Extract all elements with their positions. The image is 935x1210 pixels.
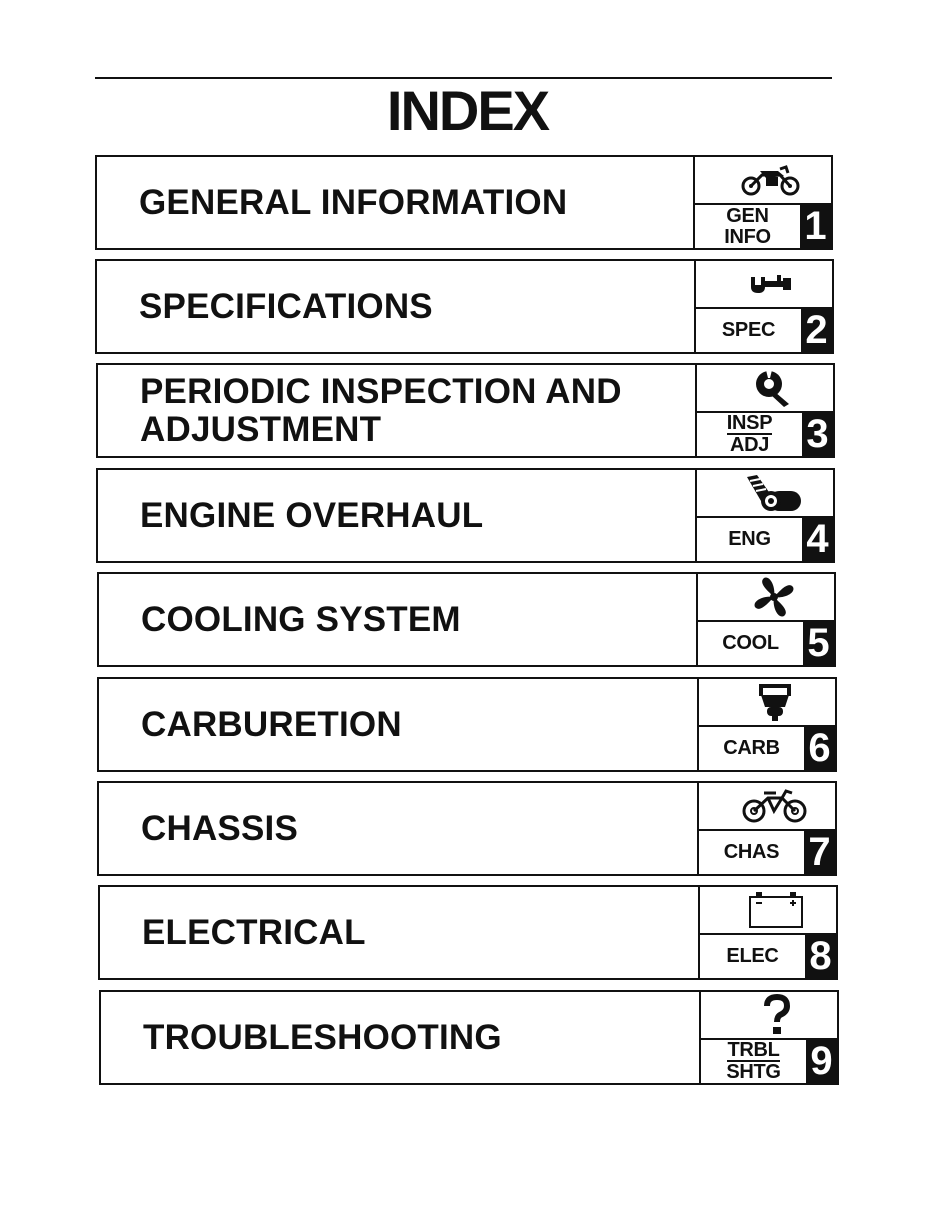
index-row-electrical[interactable]: [98, 885, 838, 980]
section-abbr: INSP ADJ: [726, 411, 773, 456]
section-tab[interactable]: [695, 470, 833, 561]
index-row-periodic-inspection[interactable]: [96, 363, 835, 458]
section-tab[interactable]: [693, 157, 831, 248]
section-title: SPECIFICATIONS: [139, 286, 433, 326]
fan-icon: [698, 574, 834, 620]
section-abbr: CHAS: [723, 841, 780, 863]
section-title: ELECTRICAL: [142, 912, 366, 952]
section-number: 6: [804, 727, 835, 770]
section-number: 8: [805, 935, 836, 978]
section-abbr: ELEC: [726, 945, 779, 967]
index-row-cooling-system[interactable]: [97, 572, 836, 667]
page-title: INDEX: [386, 79, 549, 142]
spanner-icon: [697, 365, 833, 411]
section-number: 2: [801, 309, 832, 352]
wrench-icon: [696, 261, 832, 307]
carburetor-icon: [699, 679, 835, 725]
section-tab[interactable]: [697, 783, 835, 874]
section-number: 4: [802, 518, 833, 561]
section-title: ENGINE OVERHAUL: [140, 495, 484, 535]
section-abbr: ENG: [728, 528, 771, 550]
section-number: 3: [802, 413, 833, 456]
section-tab[interactable]: [699, 992, 837, 1083]
section-abbr: SPEC: [721, 319, 776, 341]
section-number: 9: [806, 1040, 837, 1083]
engine-icon: [697, 470, 833, 516]
index-row-carburetion[interactable]: [97, 677, 837, 772]
index-row-engine-overhaul[interactable]: [96, 468, 835, 563]
section-number: 5: [803, 622, 834, 665]
chassis-icon: [699, 783, 835, 829]
index-row-specifications[interactable]: [95, 259, 834, 354]
section-number: 7: [804, 831, 835, 874]
index-row-troubleshooting[interactable]: [99, 990, 839, 1085]
section-title: PERIODIC INSPECTION AND ADJUSTMENT: [140, 371, 622, 449]
section-title: CARBURETION: [141, 704, 402, 744]
section-tab[interactable]: [694, 261, 832, 352]
motorcycle-icon: [695, 157, 831, 203]
section-abbr: CARB: [723, 737, 780, 759]
section-tab[interactable]: [696, 574, 834, 665]
section-tab[interactable]: [695, 365, 833, 456]
section-tab[interactable]: [698, 887, 836, 978]
index-row-chassis[interactable]: [97, 781, 837, 876]
question-icon: [701, 992, 837, 1038]
section-abbr: TRBL SHTG: [726, 1038, 781, 1083]
section-title: GENERAL INFORMATION: [139, 182, 568, 222]
section-tab[interactable]: [697, 679, 835, 770]
index-row-general-information[interactable]: [95, 155, 833, 250]
section-title: COOLING SYSTEM: [141, 599, 461, 639]
section-abbr: GEN INFO: [724, 204, 771, 248]
section-number: 1: [800, 205, 831, 248]
section-title: TROUBLESHOOTING: [143, 1017, 502, 1057]
section-title: CHASSIS: [141, 808, 298, 848]
battery-icon: [700, 887, 836, 933]
section-abbr: COOL: [722, 632, 779, 654]
